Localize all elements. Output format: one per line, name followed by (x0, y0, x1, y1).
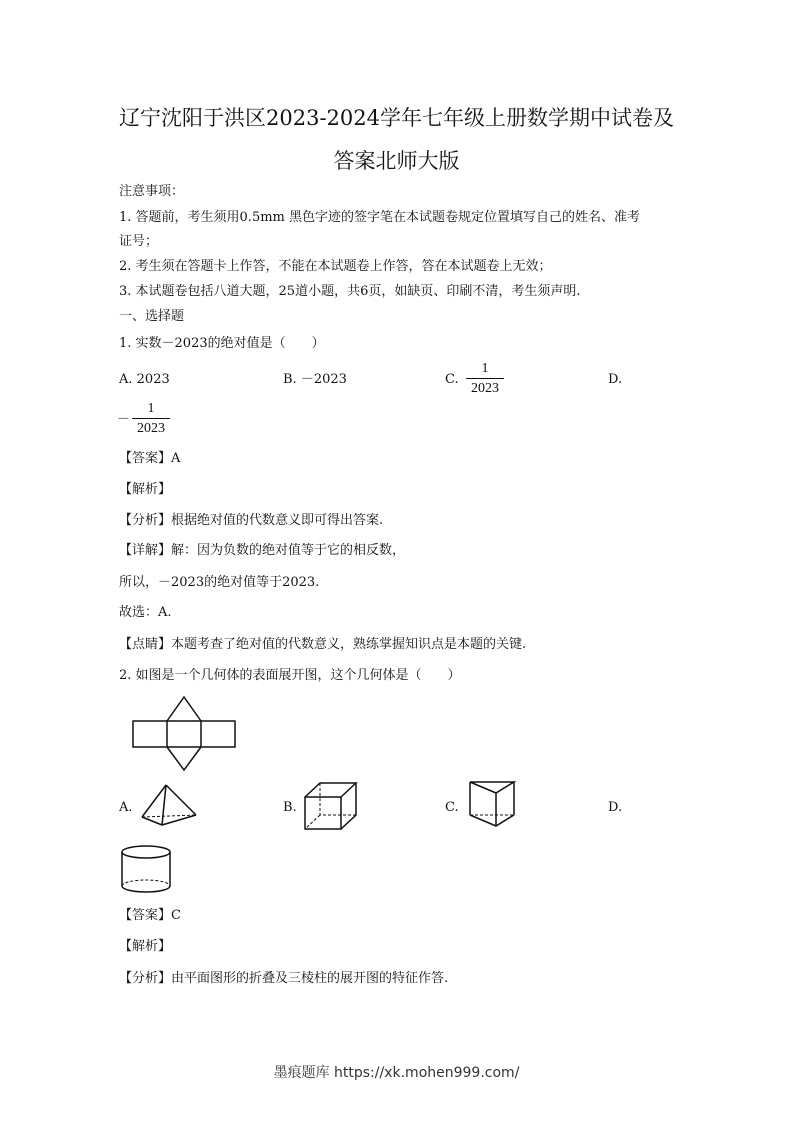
notice-item-1b: 证号； (119, 234, 159, 249)
q1-choose: 故选：A. (119, 605, 172, 620)
q2-option-b-label: B. (283, 800, 297, 815)
q1-option-a: A. 2023 (119, 372, 170, 387)
q1-option-c-fraction (466, 360, 504, 397)
section-heading: 一、选择题 (119, 309, 185, 324)
fraction-bar (466, 378, 504, 379)
q1-detail: 【详解】解：因为负数的绝对值等于它的相反数， (119, 543, 406, 558)
q2-analysis: 【分析】由平面图形的折叠及三棱柱的展开图的特征作答. (119, 971, 449, 986)
q1-option-c-numerator: 1 (481, 361, 489, 376)
q2-option-d-label: D. (608, 800, 623, 815)
q1-option-d-denominator: 2023 (137, 421, 165, 436)
q1-stem: 1. 实数－2023的绝对值是（ ） (119, 336, 325, 351)
q1-analysis: 【分析】根据绝对值的代数意义即可得出答案. (119, 513, 384, 528)
fraction-bar (132, 418, 170, 419)
q1-option-d-sign: － (117, 412, 131, 427)
q2-stem: 2. 如图是一个几何体的表面展开图，这个几何体是（ ） (119, 668, 461, 683)
q1-analysis-heading: 【解析】 (119, 482, 172, 497)
q1-option-d-fraction (132, 400, 170, 437)
notice-item-3: 3. 本试题卷包括八道大题，25道小题，共6页，如缺页、印刷不清，考生须声明. (119, 284, 581, 299)
notice-item-2: 2. 考生须在答题卡上作答，不能在本试题卷上作答，答在本试题卷上无效； (119, 259, 552, 274)
q1-option-d-numerator: 1 (147, 401, 155, 416)
q1-answer: 【答案】A (119, 451, 181, 466)
footer-watermark: 墨痕题库 https://xk.mohen999.com/ (273, 1065, 520, 1081)
doc-title-line1: 辽宁沈阳于洪区2023-2024学年七年级上册数学期中试卷及 (119, 106, 674, 130)
q1-option-c-denominator: 2023 (471, 381, 499, 396)
q1-comment: 【点睛】本题考查了绝对值的代数意义，熟练掌握知识点是本题的关键. (119, 637, 527, 652)
notice-heading: 注意事项： (119, 184, 185, 199)
q1-option-b: B. －2023 (283, 372, 347, 387)
prism-net-figure (130, 694, 240, 774)
q2-option-c-label: C. (445, 800, 459, 815)
q2-answer: 【答案】C (119, 908, 181, 923)
q1-option-c-label: C. (445, 372, 459, 387)
cube-icon (302, 780, 362, 832)
q1-option-d-label: D. (608, 372, 623, 387)
doc-title-line2: 答案北师大版 (333, 149, 460, 173)
triangular-prism-icon (466, 779, 522, 829)
q2-analysis-heading: 【解析】 (119, 939, 172, 954)
cylinder-icon (120, 843, 176, 895)
q2-option-a-label: A. (119, 800, 133, 815)
q1-so: 所以，－2023的绝对值等于2023. (119, 575, 320, 590)
notice-item-1a: 1. 答题前，考生须用0.5mm 黑色字迹的签字笔在本试题卷规定位置填写自己的姓名、准考 (119, 210, 640, 225)
tetrahedron-icon (140, 783, 200, 829)
